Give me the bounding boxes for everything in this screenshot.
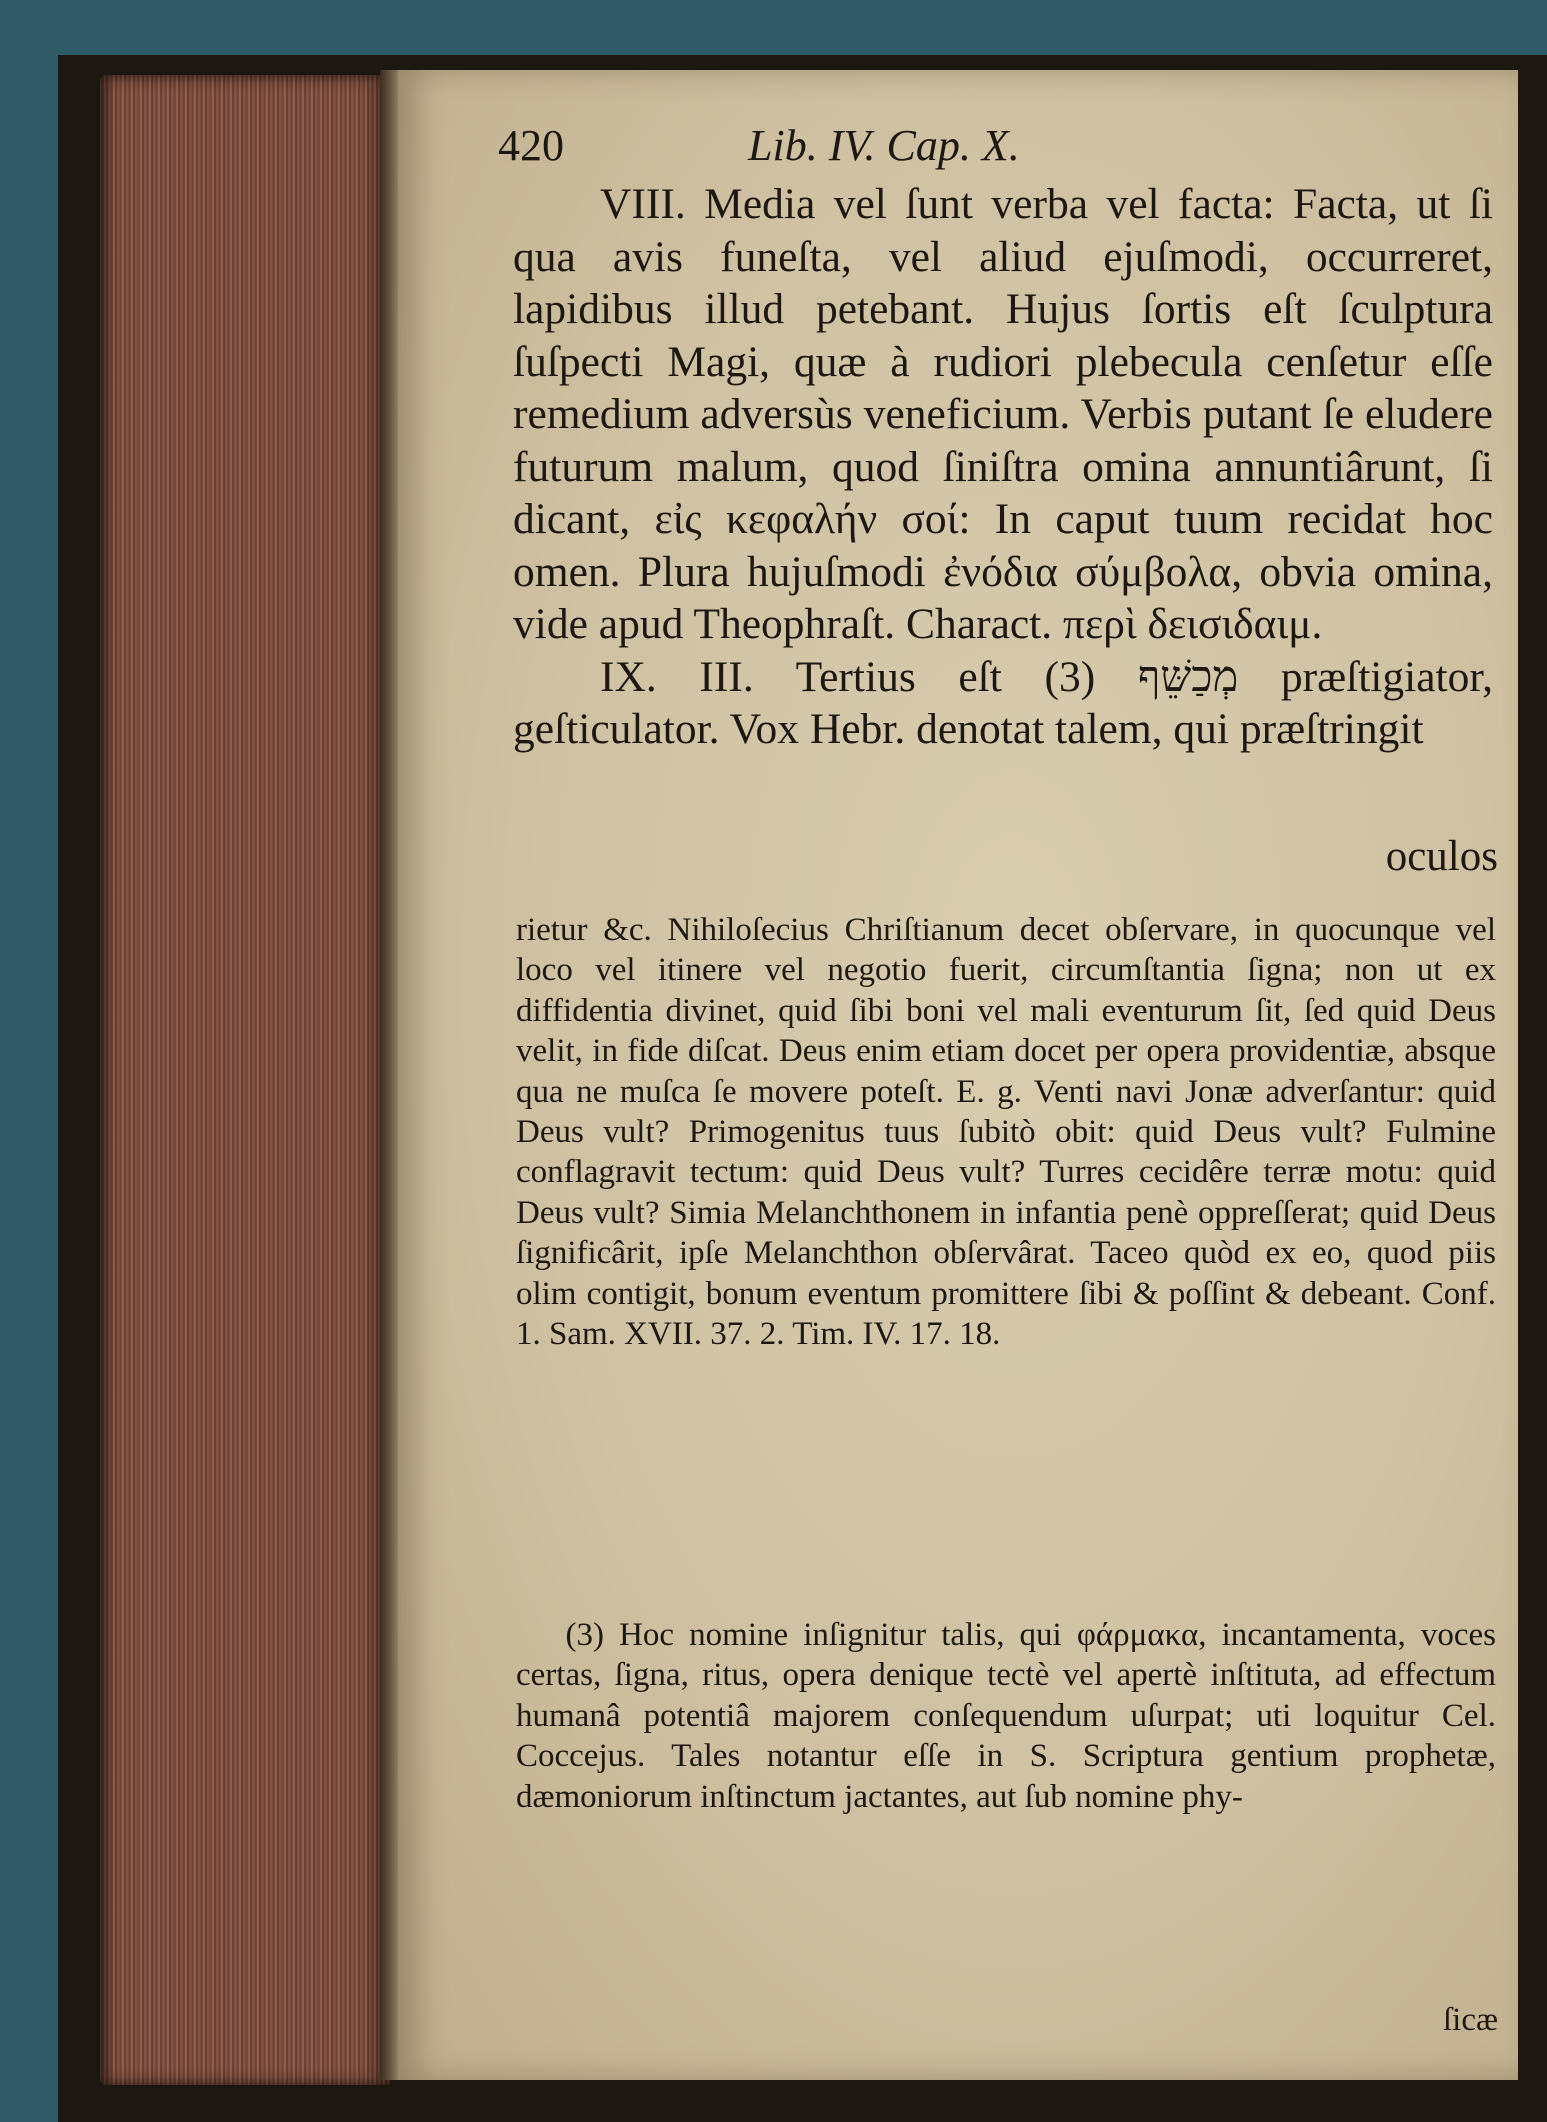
book-page	[398, 70, 1518, 2080]
paragraph-viii: VIII. Media vel ſunt verba vel facta: Facta, ut ſi qua avis funeſta, vel aliud ejuſmodi, occurreret, lapidibus illud petebant. Hujus ſortis eſt ſculptura ſuſpecti Magi, quæ à rudiori plebecula cenſetur eſſe remedium adversùs veneficium. Verbis putant ſe eludere futurum malum, quod ſiniſtra omina annuntiârunt, ſi dicant, εἰς κεφαλήν σοί: In caput tuum recidat hoc omen. Plura hujuſmodi ἐνόδια σύμβολα, obvia omina, vide apud Theophraſt. Charact. περὶ δεισιδαιμ.	[513, 180, 1493, 648]
main-text	[513, 178, 1493, 756]
main-catchword: oculos	[1385, 833, 1498, 880]
running-head	[498, 120, 1398, 180]
footnote	[516, 1615, 1496, 1817]
page-number: 420	[498, 121, 564, 170]
footnote-text: (3) Hoc nomine inſignitur talis, qui φάρμακα, incantamenta, voces certas, ſigna, ritus, opera denique tectè vel apertè inſtituta, ad effectum humanâ potentiâ majorem conſequendum uſurpat; uti loquitur Cel. Coccejus. Tales notantur eſſe in S. Scriptura gentium prophetæ, dæmoniorum inſtinctum jactantes, aut ſub nomine phy-	[516, 1617, 1496, 1815]
footnote-catchword: ſicæ	[1443, 2002, 1498, 2038]
running-title: Lib. IV. Cap. X.	[748, 121, 1020, 170]
note-continuation	[516, 910, 1496, 1354]
paragraph-ix: IX. III. Tertius eſt מְכַשֵּׁף (3) præſtigiator, geſticulator. Vox Hebr. denotat talem, qui præſtringit	[513, 652, 1493, 753]
note-continuation-text: rietur &c. Nihiloſecius Chriſtianum decet obſervare, in quocunque vel loco vel itinere vel negotio fuerit, circumſtantia ſigna; non ut ex diffidentia divinet, quid ſibi boni vel mali eventurum ſit, ſed quid Deus velit, in fide diſcat. Deus enim etiam docet per opera providentiæ, absque qua ne muſca ſe movere poteſt. E. g. Venti navi Jonæ adverſantur: quid Deus vult? Primogenitus tuus ſubitò obit: quid Deus vult? Fulmine conflagravit tectum: quid Deus vult? Turres cecidêre terræ motu: quid Deus vult? Simia Melanchthonem in infantia penè oppreſſerat; quid Deus ſignificârit, ipſe Melanchthon obſervârat. Taceo quòd ex eo, quod piis olim contigit, bonum eventum promittere ſibi & poſſint & debeant. Conf. 1. Sam. XVII. 37. 2. Tim. IV. 17. 18.	[516, 912, 1496, 1353]
book-page-edges	[100, 75, 390, 2085]
